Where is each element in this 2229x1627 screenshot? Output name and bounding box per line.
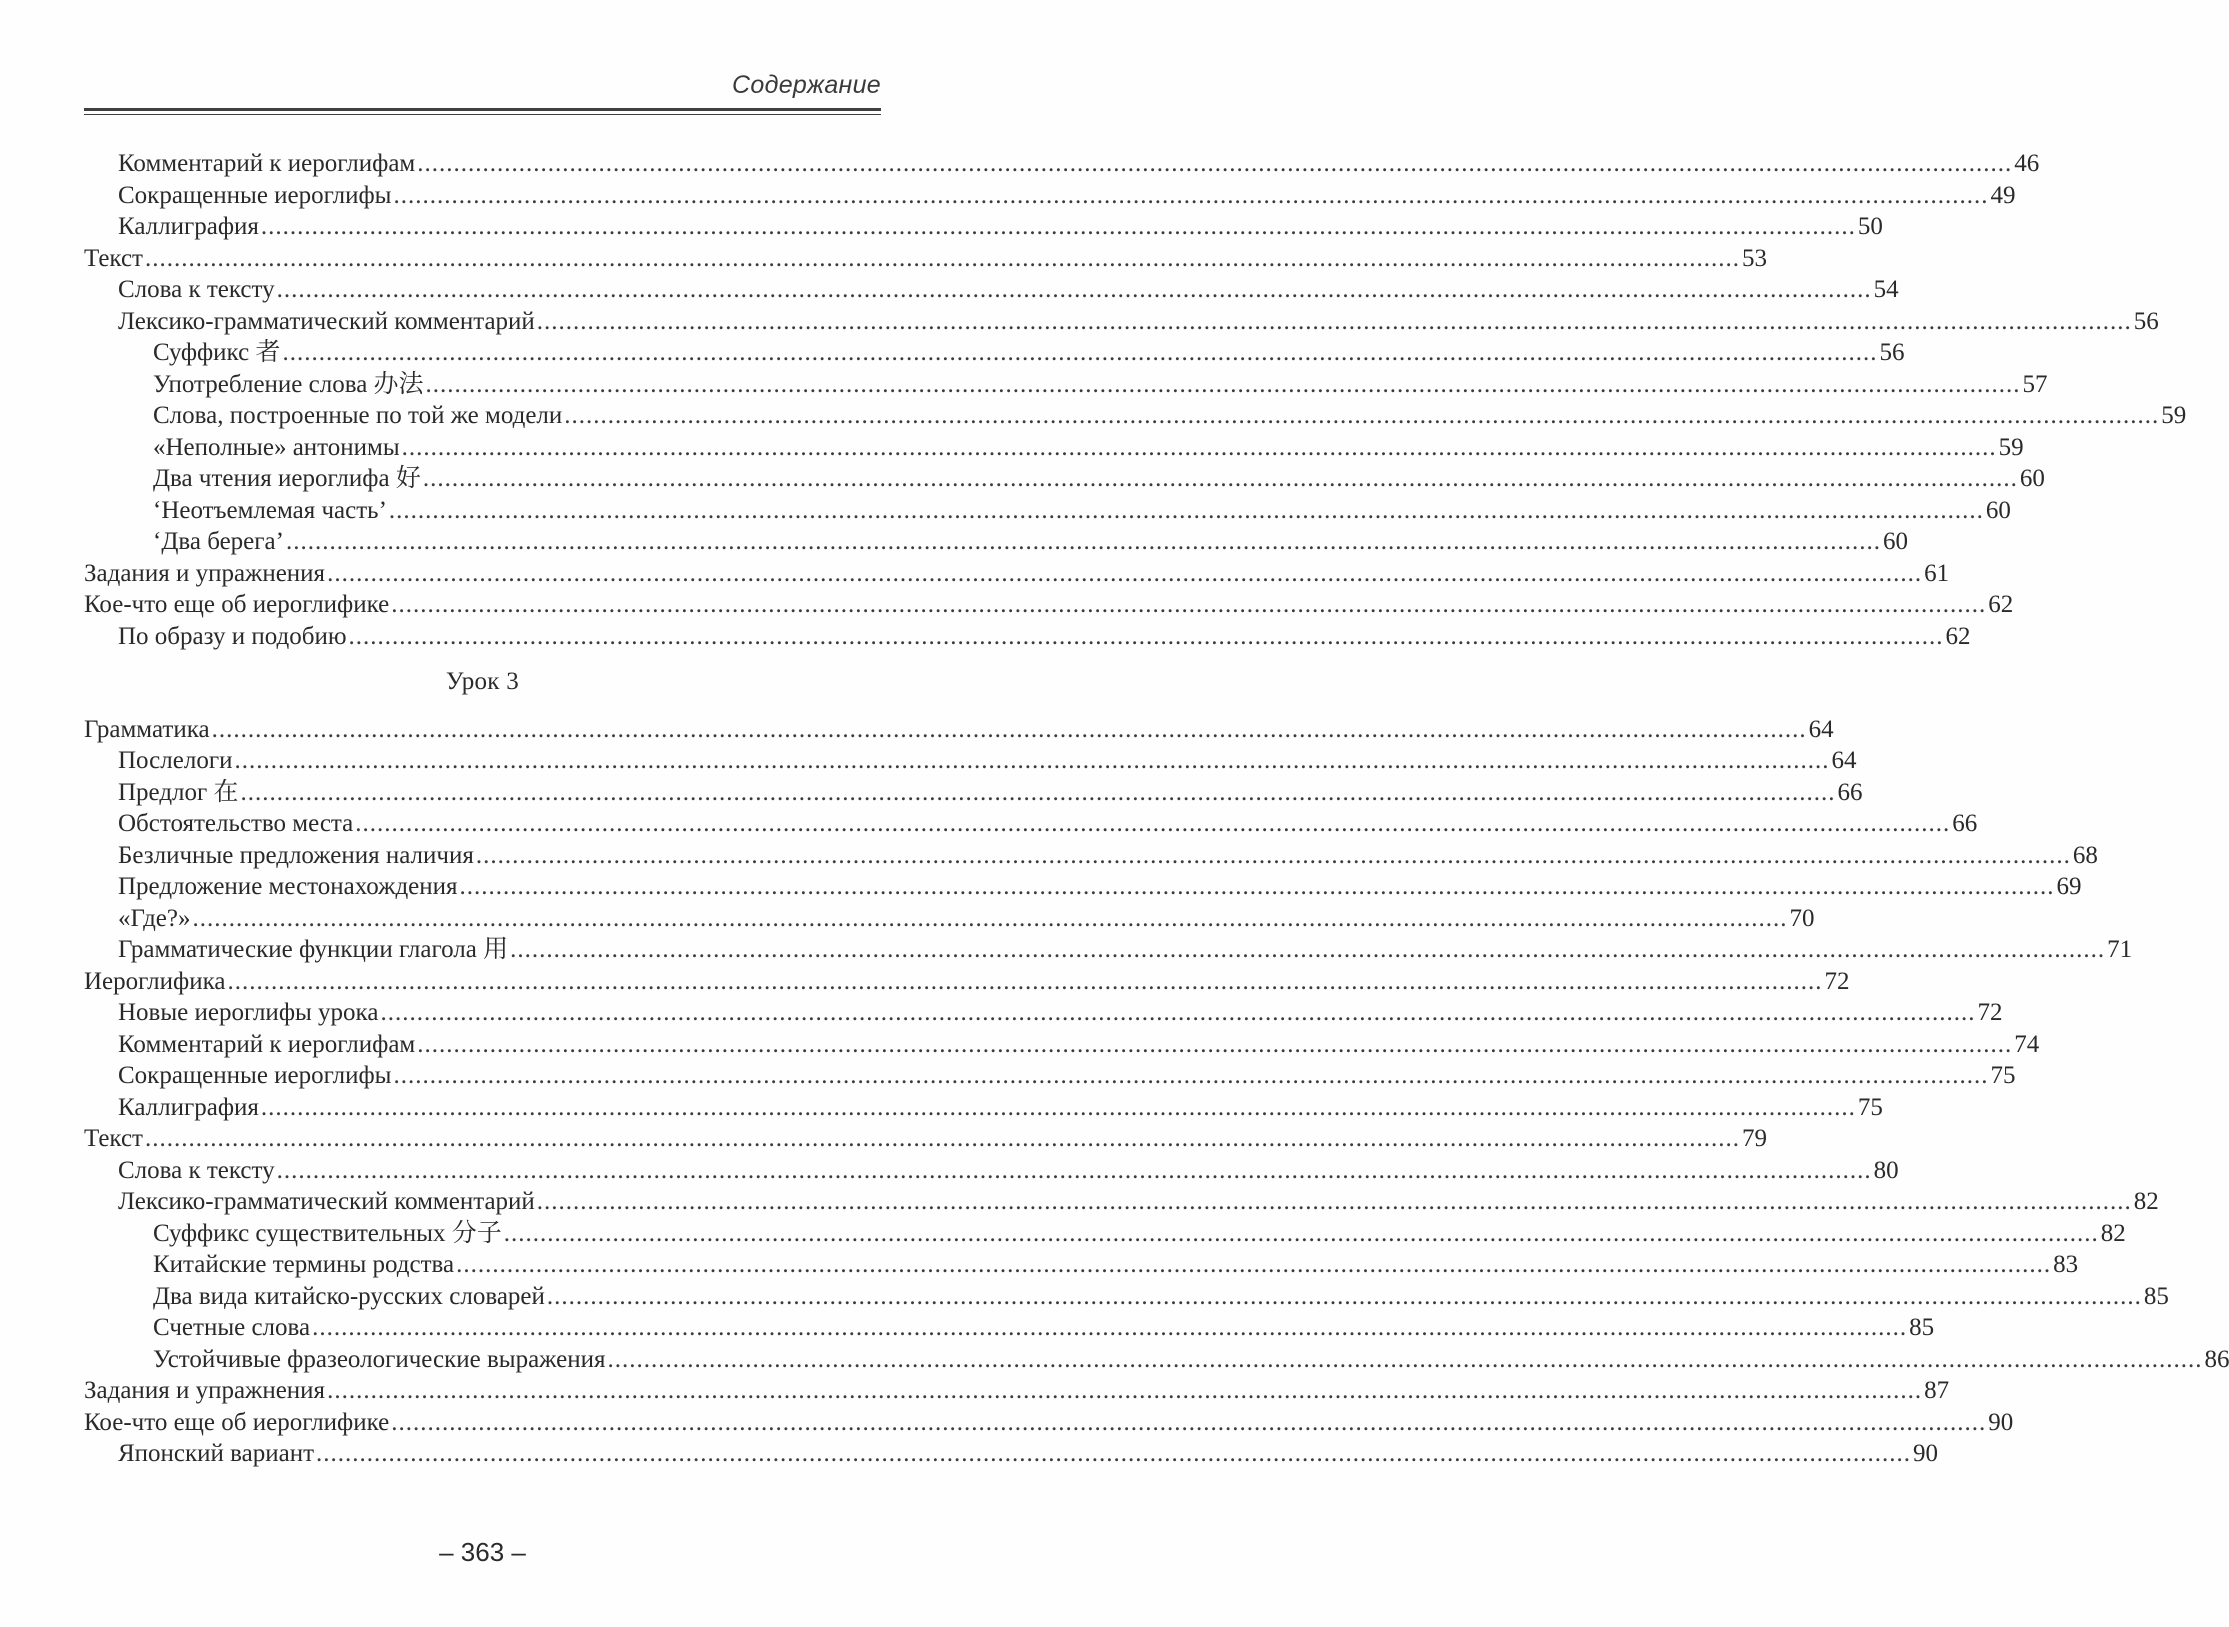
toc-entry-label: Комментарий к иероглифам xyxy=(118,1030,416,1058)
toc-leader-dots: ............................................................................................................................................................................................................................ xyxy=(607,1345,2203,1373)
toc-entry-label: «Где?» xyxy=(118,904,191,932)
toc-entry[interactable] xyxy=(84,997,2003,1029)
toc-entry-page: 75 xyxy=(1857,1093,1883,1121)
toc-entry[interactable] xyxy=(84,934,2133,966)
toc-leader-dots: ............................................................................................................................................................................................................................ xyxy=(285,528,1881,555)
toc-leader-dots: ............................................................................................................................................................................................................................ xyxy=(417,150,2013,177)
toc-leader-dots: ............................................................................................................................................................................................................................ xyxy=(536,307,2132,335)
toc-entry-label: Употребление слова 办法 xyxy=(153,370,424,398)
toc-entry[interactable] xyxy=(84,211,1883,243)
toc-entry[interactable] xyxy=(84,306,2159,338)
toc-entry-page: 60 xyxy=(1985,496,2011,524)
toc-entry[interactable] xyxy=(84,1249,2079,1281)
toc-leader-dots: ............................................................................................................................................................................................................................ xyxy=(503,1219,2099,1247)
toc-entry[interactable] xyxy=(84,1312,1935,1344)
toc-leader-dots: ............................................................................................................................................................................................................................ xyxy=(144,1125,1740,1152)
toc-entry-label: «Неполные» антонимы xyxy=(153,433,400,461)
toc-entry-label: Китайские термины родства xyxy=(153,1251,455,1278)
toc-entry[interactable] xyxy=(84,903,1815,935)
toc-entry-page: 62 xyxy=(1945,622,1971,650)
toc-leader-dots: ............................................................................................................................................................................................................................ xyxy=(327,1377,1923,1404)
toc-entry-page: 75 xyxy=(1990,1062,2016,1089)
toc-entry-page: 90 xyxy=(1988,1408,2014,1436)
toc-entry-page: 79 xyxy=(1741,1125,1767,1152)
toc-entry[interactable] xyxy=(84,274,1899,306)
toc-entry-label: Суффикс 者 xyxy=(153,339,281,366)
toc-entry[interactable] xyxy=(84,1092,1883,1124)
toc-entry[interactable] xyxy=(84,840,2098,872)
toc-entry[interactable] xyxy=(84,808,1978,840)
toc-entry-page: 59 xyxy=(2161,402,2187,429)
toc-leader-dots: ............................................................................................................................................................................................................................ xyxy=(459,873,2055,900)
toc-entry-label: Предлог 在 xyxy=(118,778,239,806)
toc-entry[interactable] xyxy=(84,180,2016,212)
toc-entry-page: 70 xyxy=(1789,904,1815,932)
toc-entry-label: Сокращенные иероглифы xyxy=(118,1062,392,1089)
toc-entry[interactable] xyxy=(84,400,2187,432)
toc-leader-dots: ............................................................................................................................................................................................................................ xyxy=(401,433,1997,461)
toc-entry-label: Два чтения иероглифа 好 xyxy=(153,465,421,492)
toc-entry-page: 85 xyxy=(2143,1282,2169,1310)
toc-entry[interactable] xyxy=(84,1344,2229,1376)
toc-entry-page: 68 xyxy=(2072,841,2098,869)
toc-entry-label: ‘Два берега’ xyxy=(153,528,284,555)
toc-entry-page: 66 xyxy=(1952,810,1978,837)
toc-entry[interactable] xyxy=(84,1060,2016,1092)
toc-entry-label: Грамматические функции глагола 用 xyxy=(118,936,509,963)
toc-leader-dots: ............................................................................................................................................................................................................................ xyxy=(422,465,2018,492)
toc-entry[interactable] xyxy=(84,432,2024,464)
toc-entry-label: Текст xyxy=(84,1125,143,1152)
toc-entry[interactable] xyxy=(84,1218,2126,1250)
toc-entry[interactable] xyxy=(84,337,1905,369)
toc-entry-page: 80 xyxy=(1873,1156,1899,1184)
toc-leader-dots: ............................................................................................................................................................................................................................ xyxy=(282,339,1878,366)
toc-entry-page: 90 xyxy=(1913,1440,1939,1467)
toc-entry-label: Комментарий к иероглифам xyxy=(118,150,416,177)
toc-leader-dots: ............................................................................................................................................................................................................................ xyxy=(391,1408,1987,1436)
header-rule-thick xyxy=(84,108,881,111)
toc-entry-page: 64 xyxy=(1831,747,1857,774)
toc-entry-page: 74 xyxy=(2014,1030,2040,1058)
toc-leader-dots: ............................................................................................................................................................................................................................ xyxy=(227,967,1823,995)
toc-entry[interactable] xyxy=(84,714,1834,746)
toc-leader-dots: ............................................................................................................................................................................................................................ xyxy=(144,244,1740,272)
toc-entry-label: Каллиграфия xyxy=(118,1093,259,1121)
toc-entry-page: 71 xyxy=(2107,936,2133,963)
toc-leader-dots: ............................................................................................................................................................................................................................ xyxy=(240,778,1836,806)
toc-entry-page: 72 xyxy=(1824,967,1850,995)
toc-entry-page: 82 xyxy=(2133,1188,2159,1215)
toc-entry[interactable] xyxy=(84,1155,1899,1187)
toc-entry-label: Предложение местонахождения xyxy=(118,873,458,900)
toc-entry-label: Суффикс существительных 分子 xyxy=(153,1219,502,1247)
toc-entry-page: 54 xyxy=(1873,276,1899,303)
toc-leader-dots: ............................................................................................................................................................................................................................ xyxy=(276,1156,1872,1184)
toc-leader-dots: ............................................................................................................................................................................................................................ xyxy=(234,747,1830,774)
toc-entry-label: Счетные слова xyxy=(153,1314,311,1341)
toc-entry-page: 50 xyxy=(1857,213,1883,240)
toc-leader-dots: ............................................................................................................................................................................................................................ xyxy=(393,1062,1989,1089)
toc-entry[interactable] xyxy=(84,148,2040,180)
toc-entry[interactable] xyxy=(84,1029,2040,1061)
toc-entry-label: Иероглифика xyxy=(84,967,226,995)
toc-leader-dots: ............................................................................................................................................................................................................................ xyxy=(546,1282,2142,1310)
toc-entry-label: Лексико-грамматический комментарий xyxy=(118,307,535,335)
toc-entry-page: 86 xyxy=(2204,1345,2229,1373)
toc-entry-label: Обстоятельство места xyxy=(118,810,354,837)
toc-leader-dots: ............................................................................................................................................................................................................................ xyxy=(380,999,1976,1026)
toc-leader-dots: ............................................................................................................................................................................................................................ xyxy=(425,370,2021,398)
toc-entry-label: Слова, построенные по той же модели xyxy=(153,402,563,429)
toc-entry[interactable] xyxy=(84,1186,2159,1218)
toc-entry-label: Кое-что еще об иероглифике xyxy=(84,1408,390,1436)
toc-entry-label: Каллиграфия xyxy=(118,213,259,240)
toc-entry-page: 57 xyxy=(2022,370,2048,398)
toc-leader-dots: ............................................................................................................................................................................................................................ xyxy=(348,622,1944,650)
toc-entry-label: Слова к тексту xyxy=(118,1156,275,1184)
toc-leader-dots: ............................................................................................................................................................................................................................ xyxy=(475,841,2071,869)
toc-entry-label: Сокращенные иероглифы xyxy=(118,181,392,209)
toc-entry-label: Послелоги xyxy=(118,747,233,774)
toc-leader-dots: ............................................................................................................................................................................................................................ xyxy=(393,181,1989,209)
toc-leader-dots: ............................................................................................................................................................................................................................ xyxy=(388,496,1984,524)
toc-entry-label: Устойчивые фразеологические выражения xyxy=(153,1345,606,1373)
toc-leader-dots: ............................................................................................................................................................................................................................ xyxy=(417,1030,2013,1058)
toc-entry[interactable] xyxy=(84,1281,2169,1313)
toc-entry-page: 66 xyxy=(1837,778,1863,806)
toc-entry[interactable] xyxy=(84,1123,1767,1155)
toc-entry-page: 61 xyxy=(1924,559,1950,587)
toc-entry[interactable] xyxy=(84,526,1908,558)
toc-entry-page: 49 xyxy=(1990,181,2016,209)
toc-entry-label: Два вида китайско-русских словарей xyxy=(153,1282,545,1310)
toc-entry-page: 64 xyxy=(1808,715,1834,743)
toc-entry-label: Текст xyxy=(84,244,143,272)
toc-entry-label: Лексико-грамматический комментарий xyxy=(118,1188,535,1215)
toc-entry[interactable] xyxy=(84,745,1857,777)
toc-leader-dots: ............................................................................................................................................................................................................................ xyxy=(260,213,1856,240)
toc-entry[interactable] xyxy=(84,966,1850,998)
toc-leader-dots: ............................................................................................................................................................................................................................ xyxy=(192,904,1788,932)
toc-entry[interactable] xyxy=(84,621,1971,653)
header-rule-thin xyxy=(84,114,881,115)
toc-entry[interactable] xyxy=(84,243,1767,275)
toc-entry-label: Задания и упражнения xyxy=(84,559,326,587)
toc-entry-page: 69 xyxy=(2056,873,2082,900)
toc-entry[interactable] xyxy=(84,1375,1950,1407)
toc-entry-page: 56 xyxy=(1879,339,1905,366)
toc-leader-dots: ............................................................................................................................................................................................................................ xyxy=(327,559,1923,587)
toc-entry-page: 56 xyxy=(2133,307,2159,335)
toc-entry-page: 85 xyxy=(1909,1314,1935,1341)
toc-entry-page: 82 xyxy=(2100,1219,2126,1247)
toc-entry-label: ‘Неотъемлемая часть’ xyxy=(153,496,387,524)
toc-entry[interactable] xyxy=(84,589,2014,621)
toc-leader-dots: ............................................................................................................................................................................................................................ xyxy=(260,1093,1856,1121)
toc-entry-label: Безличные предложения наличия xyxy=(118,841,474,869)
toc-entry-label: Японский вариант xyxy=(118,1440,315,1467)
toc-entry-label: Задания и упражнения xyxy=(84,1377,326,1404)
page-number: – 363 – xyxy=(439,1537,526,1567)
toc-leader-dots: ............................................................................................................................................................................................................................ xyxy=(355,810,1951,837)
toc-entry-page: 72 xyxy=(1977,999,2003,1026)
toc-leader-dots: ............................................................................................................................................................................................................................ xyxy=(510,936,2106,963)
toc-entry[interactable] xyxy=(84,1438,1939,1470)
toc-leader-dots: ............................................................................................................................................................................................................................ xyxy=(211,715,1807,743)
toc-leader-dots: ............................................................................................................................................................................................................................ xyxy=(456,1251,2052,1278)
lesson-heading: Урок 3 xyxy=(445,668,520,695)
toc-entry[interactable] xyxy=(84,1407,2014,1439)
toc-leader-dots: ............................................................................................................................................................................................................................ xyxy=(316,1440,1912,1467)
toc-entry[interactable] xyxy=(84,558,1950,590)
toc-entry-page: 83 xyxy=(2053,1251,2079,1278)
toc-leader-dots: ............................................................................................................................................................................................................................ xyxy=(276,276,1872,303)
toc-entry[interactable] xyxy=(84,777,1863,809)
toc-entry-page: 62 xyxy=(1988,591,2014,618)
toc-leader-dots: ............................................................................................................................................................................................................................ xyxy=(564,402,2160,429)
toc-leader-dots: ............................................................................................................................................................................................................................ xyxy=(391,591,1987,618)
toc-leader-dots: ............................................................................................................................................................................................................................ xyxy=(536,1188,2132,1215)
toc-leader-dots: ............................................................................................................................................................................................................................ xyxy=(312,1314,1908,1341)
toc-entry-page: 87 xyxy=(1924,1377,1950,1404)
toc-entry-label: Слова к тексту xyxy=(118,276,275,303)
toc-entry[interactable] xyxy=(84,871,2082,903)
toc-entry-label: По образу и подобию xyxy=(118,622,347,650)
running-head: Содержание xyxy=(732,71,881,99)
toc-entry-page: 60 xyxy=(1882,528,1908,555)
table-of-contents xyxy=(84,148,2229,1470)
toc-entry-page: 60 xyxy=(2019,465,2045,492)
toc-entry-label: Грамматика xyxy=(84,715,210,743)
toc-entry[interactable] xyxy=(84,369,2048,401)
toc-entry[interactable] xyxy=(84,495,2011,527)
toc-entry-page: 53 xyxy=(1741,244,1767,272)
toc-entry-label: Новые иероглифы урока xyxy=(118,999,379,1026)
toc-entry-label: Кое-что еще об иероглифике xyxy=(84,591,390,618)
toc-entry-page: 59 xyxy=(1998,433,2024,461)
toc-entry[interactable] xyxy=(84,463,2045,495)
toc-entry-page: 46 xyxy=(2014,150,2040,177)
